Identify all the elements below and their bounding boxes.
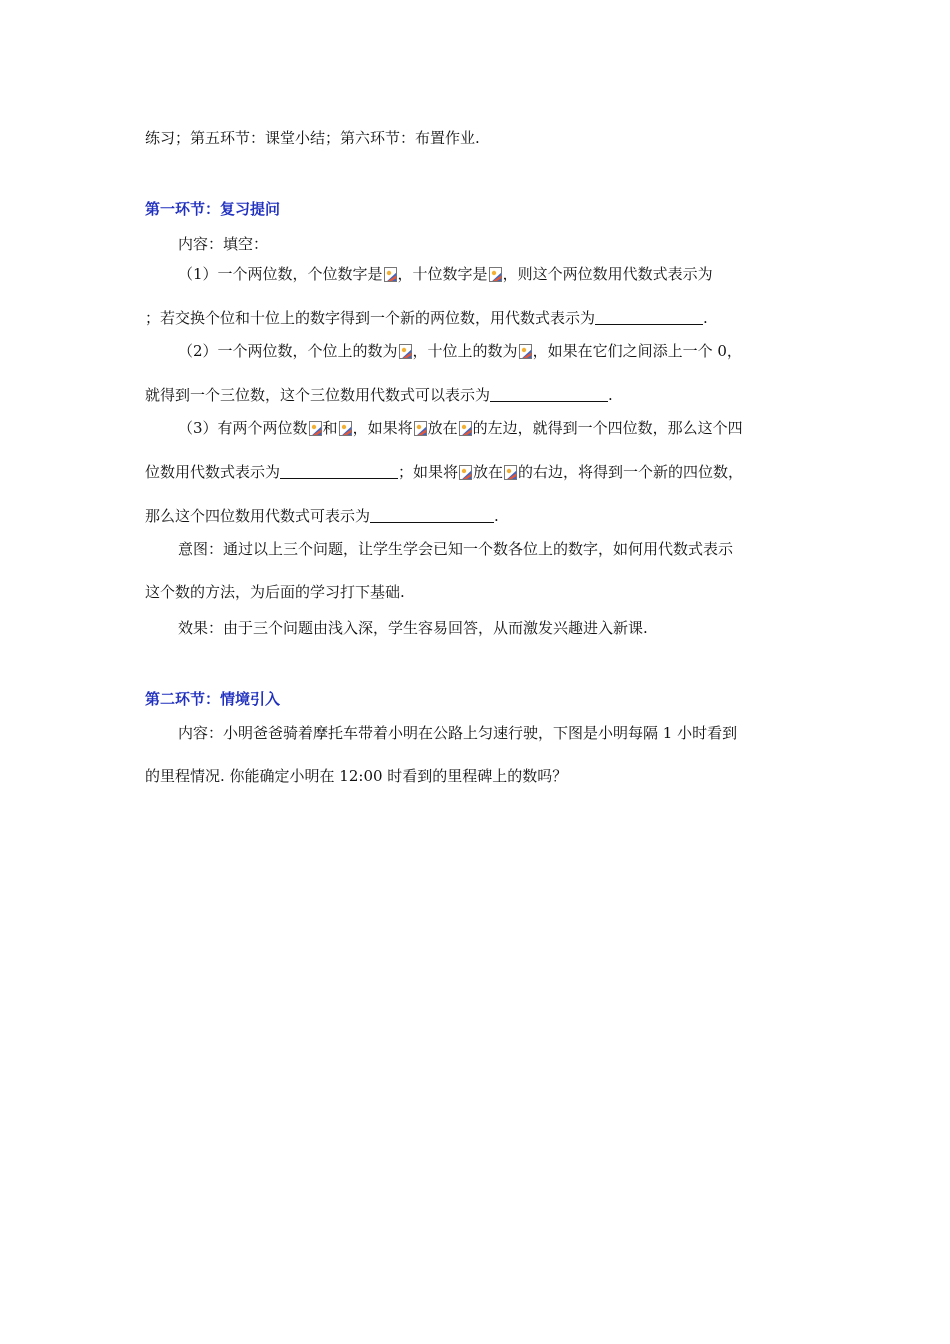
q3-text-d: 放在 [427, 419, 458, 437]
broken-image-icon [384, 267, 397, 282]
question-3-line-1 [178, 418, 743, 438]
effect-line: 效果：由于三个问题由浅入深，学生容易回答，从而激发兴趣进入新课. [178, 619, 648, 637]
q2-text-d: 就得到一个三位数，这个三位数用代数式可以表示为 [145, 386, 491, 404]
broken-image-icon [414, 421, 427, 436]
q3-text-a: （3）有两个两位数 [178, 419, 308, 437]
question-2-line-1 [178, 341, 742, 361]
q3-text-f: 位数用代数式表示为 [145, 463, 281, 481]
broken-image-icon [309, 421, 322, 436]
q2-end: . [608, 386, 613, 404]
question-1-line-1 [178, 264, 713, 284]
q2-text-c: ，如果在它们之间添上一个 0， [532, 342, 742, 360]
q1-end: . [703, 309, 708, 327]
intro-line: 练习；第五环节：课堂小结；第六环节：布置作业. [145, 129, 480, 147]
q3-end: . [494, 507, 499, 525]
q3-text-j: 那么这个四位数用代数式可表示为 [145, 507, 371, 525]
q1-text-b: ，十位数字是 [397, 265, 488, 283]
broken-image-icon [399, 344, 412, 359]
intent-line-2: 这个数的方法，为后面的学习打下基础. [145, 583, 405, 601]
broken-image-icon [519, 344, 532, 359]
scenario-line-2: 的里程情况. 你能确定小明在 12:00 时看到的里程碑上的数吗？ [145, 767, 568, 785]
q3-text-g: ；如果将 [398, 463, 459, 481]
q3-text-i: 的右边，将得到一个新的四位数， [518, 463, 744, 481]
answer-blank [595, 309, 703, 325]
answer-blank [370, 507, 494, 523]
broken-image-icon [459, 465, 472, 480]
broken-image-icon [459, 421, 472, 436]
question-2-line-2 [145, 385, 613, 405]
q3-text-b: 和 [322, 419, 338, 437]
q2-text-b: ，十位上的数为 [412, 342, 518, 360]
q2-text-a: （2）一个两位数，个位上的数为 [178, 342, 398, 360]
q1-text-d: ；若交换个位和十位上的数字得到一个新的两位数，用代数式表示为 [145, 309, 596, 327]
section-heading-2: 第二环节：情境引入 [145, 690, 281, 708]
section-heading-1: 第一环节：复习提问 [145, 200, 281, 218]
q3-text-e: 的左边，就得到一个四位数，那么这个四 [472, 419, 743, 437]
intent-line-1: 意图：通过以上三个问题，让学生学会已知一个数各位上的数字，如何用代数式表示 [178, 540, 734, 558]
question-1-line-2 [145, 308, 708, 328]
answer-blank [490, 386, 608, 402]
scenario-line-1: 内容：小明爸爸骑着摩托车带着小明在公路上匀速行驶，下图是小明每隔 1 小时看到 [178, 724, 738, 742]
broken-image-icon [489, 267, 502, 282]
q1-text-c: ，则这个两位数用代数式表示为 [502, 265, 713, 283]
question-3-line-3 [145, 506, 499, 526]
q1-text-a: （1）一个两位数，个位数字是 [178, 265, 383, 283]
answer-blank [280, 463, 398, 479]
content-label: 内容：填空： [178, 235, 269, 253]
broken-image-icon [504, 465, 517, 480]
broken-image-icon [339, 421, 352, 436]
question-3-line-2 [145, 462, 743, 482]
q3-text-c: ，如果将 [352, 419, 413, 437]
q3-text-h: 放在 [473, 463, 504, 481]
